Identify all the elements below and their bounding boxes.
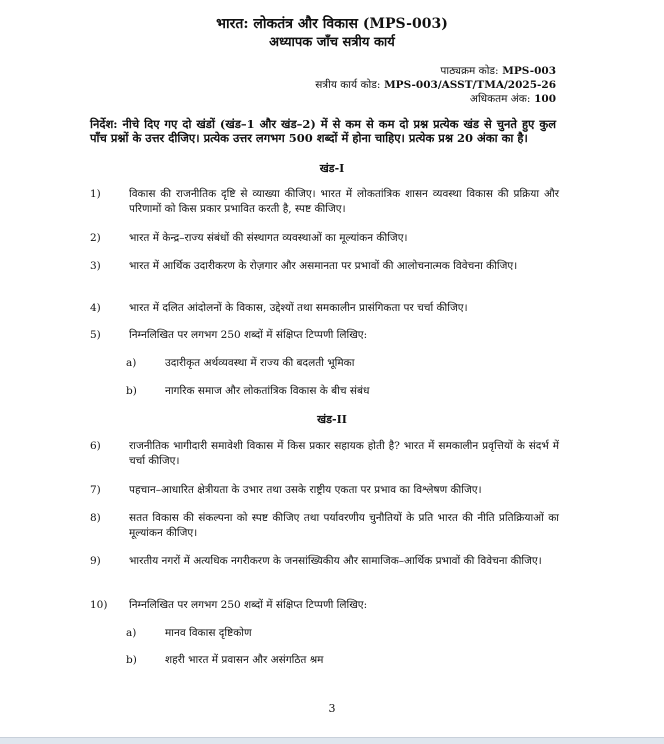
question-number: 5): [90, 329, 101, 341]
question-number: 2): [90, 232, 101, 244]
sub-question-text: शहरी भारत में प्रवासन और असंगठित श्रम: [165, 654, 324, 666]
question-text: निम्नलिखित पर लगभग 250 शब्दों में संक्षिप्त टिप्पणी लिखिए:: [129, 329, 368, 341]
question-text: भारत में आर्थिक उदारीकरण के रोज़गार और असमानता पर प्रभावों की आलोचनात्मक विवेचना कीजिए।: [129, 260, 518, 272]
page-subtitle: अध्यापक जाँच सत्रीय कार्य: [269, 35, 395, 50]
page-title: भारत: लोकतंत्र और विकास (MPS-003): [216, 16, 448, 32]
question-number: 10): [90, 599, 108, 611]
sub-question-number: a): [126, 357, 137, 369]
question-text: निम्नलिखित पर लगभग 250 शब्दों में संक्षिप्त टिप्पणी लिखिए:: [129, 599, 368, 611]
question-text: राजनीतिक भागीदारी समावेशी विकास में किस प्रकार सहायक होती है? भारत में समकालीन प्रवृत्तियों के संदर्भ में चर्चा कीजिए।: [129, 440, 559, 467]
sub-question-text: उदारीकृत अर्थव्यवस्था में राज्य की बदलती भूमिका: [165, 357, 355, 369]
course-code-value: MPS-003: [502, 65, 556, 77]
max-marks: [470, 92, 556, 106]
section-1-heading: खंड-I: [319, 162, 345, 175]
question-text: सतत विकास की संकल्पना को स्पष्ट कीजिए तथा पर्यावरणीय चुनौतियों के प्रति भारत की नीति प्रतिक्रियाओं का मूल्यांकन कीजिए।: [129, 512, 559, 539]
question-text: पहचान–आधारित क्षेत्रीयता के उभार तथा उसके राष्ट्रीय एकता पर प्रभाव का विश्लेषण कीजिए।: [129, 484, 482, 496]
sub-question-number: a): [126, 627, 137, 639]
section-2-heading: खंड-II: [317, 413, 347, 426]
question-text: भारत में केन्द्र–राज्य संबंधों की संस्थागत व्यवस्थाओं का मूल्यांकन कीजिए।: [129, 232, 408, 244]
max-marks-value: 100: [534, 93, 556, 105]
sub-question-number: b): [126, 654, 137, 666]
sub-question-number: b): [126, 385, 137, 397]
assignment-code-label: सत्रीय कार्य कोड:: [315, 79, 381, 91]
instructions: निर्देश: नीचे दिए गए दो खंडों (खंड–1 और खंड–2) में से कम से कम दो प्रश्न प्रत्येक खंड से चुनते हुए कुल पाँच प्रश्नों के उत्तर दीजिए। प्रत्येक उत्तर लगभग 500 शब्दों में होना चाहिए। प्रत्येक प्रश्न 20 अंका का है।: [90, 117, 556, 145]
question-number: 9): [90, 555, 101, 567]
course-code-label: पाठ्यक्रम कोड:: [440, 65, 499, 77]
question-number: 7): [90, 484, 101, 496]
question-number: 8): [90, 512, 101, 524]
question-text: भारतीय नगरों में अत्यधिक नगरीकरण के जनसांख्यिकीय और सामाजिक–आर्थिक प्रभावों की विवेचना कीजिए।: [129, 555, 542, 567]
sub-question-text: मानव विकास दृष्टिकोण: [165, 627, 252, 639]
question-number: 4): [90, 302, 101, 314]
assignment-code: [315, 78, 556, 92]
assignment-code-value: MPS-003/ASST/TMA/2025-26: [384, 79, 556, 91]
question-text: भारत में दलित आंदोलनों के विकास, उद्देश्यों तथा समकालीन प्रासंगिकता पर चर्चा कीजिए।: [129, 302, 468, 314]
question-number: 3): [90, 260, 101, 272]
question-number: 6): [90, 440, 101, 452]
question-text: विकास की राजनीतिक दृष्टि से व्याख्या कीजिए। भारत में लोकतांत्रिक शासन व्यवस्था विकास की प्रक्रिया और परिणामों को किस प्रकार प्रभावित करती है, स्पष्ट कीजिए।: [129, 188, 559, 215]
sub-question-text: नागरिक समाज और लोकतांत्रिक विकास के बीच संबंध: [165, 385, 370, 397]
course-code: [440, 64, 556, 78]
question-number: 1): [90, 188, 101, 200]
max-marks-label: अधिकतम अंक:: [469, 93, 531, 105]
page-number: 3: [328, 702, 336, 715]
